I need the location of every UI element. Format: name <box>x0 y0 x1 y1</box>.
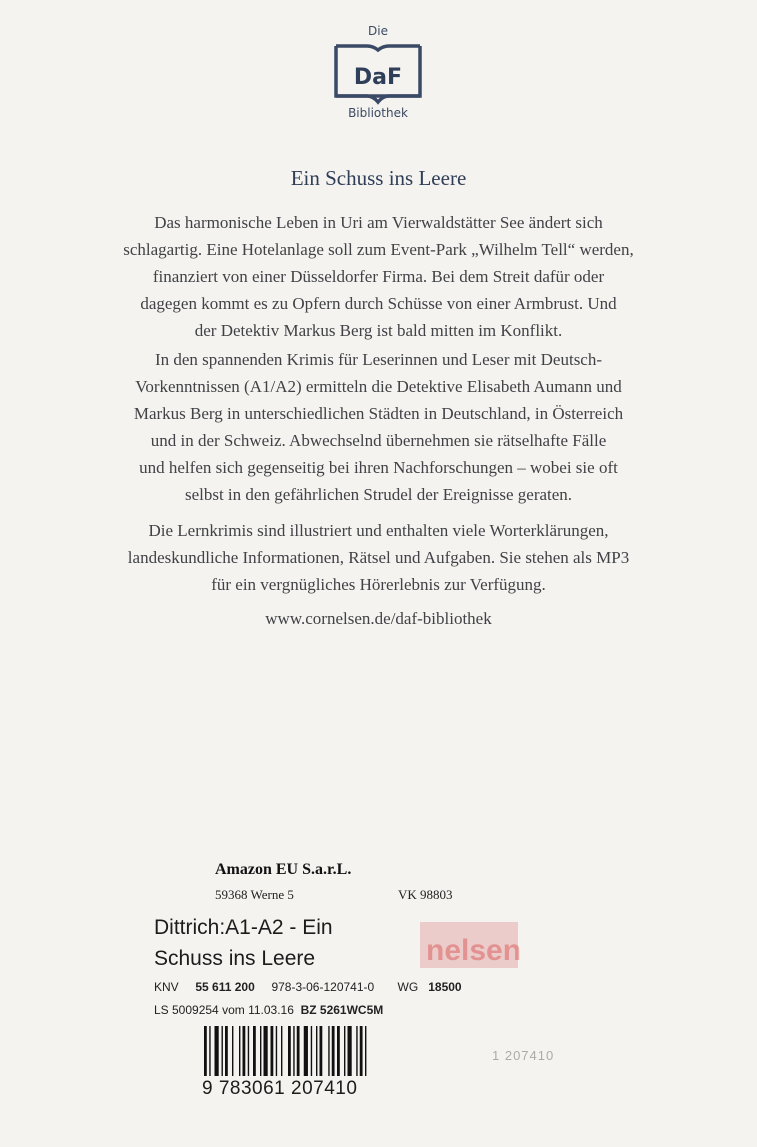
website-url: www.cornelsen.de/daf-bibliothek <box>265 609 492 628</box>
barcode-bar <box>316 1026 317 1076</box>
isbn: 978-3-06-120741-0 <box>271 980 375 994</box>
text-line: Markus Berg in unterschiedlichen Städten in Deutschland, in Österreich <box>133 404 624 423</box>
barcode <box>204 1026 416 1076</box>
text-line: selbst in den gefährlichen Strudel der Ereignisse geraten. <box>184 485 573 504</box>
barcode-bar <box>260 1026 261 1076</box>
text-line: schlagartig. Eine Hotelanlage soll zum Event-Park „Wilhelm Tell“ werden, <box>123 240 634 259</box>
text-line: und in der Schweiz. Abwechselnd übernehmen sie rätselhafte Fälle <box>150 431 607 450</box>
barcode-bar <box>337 1026 340 1076</box>
barcode-bar <box>360 1026 363 1076</box>
text-line: für ein vergnügliches Hörerlebnis zur Verfügung. <box>211 575 546 594</box>
barcode-bar <box>344 1026 345 1076</box>
text-line: finanziert von einer Düsseldorfer Firma. Bei dem Streit dafür oder <box>152 267 605 286</box>
barcode-bar <box>209 1026 210 1076</box>
barcode-bar <box>288 1026 291 1076</box>
barcode-bar <box>328 1026 329 1076</box>
barcode-bar <box>365 1026 366 1076</box>
product-line: Schuss ins Leere <box>154 947 316 970</box>
barcode-bar <box>204 1026 207 1076</box>
daf-bibliothek-logo <box>329 24 427 124</box>
label-address: 59368 Werne 5 <box>215 887 294 902</box>
text-line: Vorkenntnissen (A1/A2) ermitteln die Detektive Elisabeth Aumann und <box>135 377 622 396</box>
text-line: und helfen sich gegenseitig bei ihren Nachforschungen – wobei sie oft <box>139 458 618 477</box>
ls-text: LS 5009254 vom 11.03.16 <box>154 1003 294 1017</box>
stamp-text: nelsen <box>426 934 522 967</box>
text-line: In den spannenden Krimis für Leserinnen und Leser mit Deutsch- <box>154 350 603 369</box>
barcode-bar <box>320 1026 323 1076</box>
paragraph-2 <box>60 346 697 508</box>
barcode-bar <box>264 1026 268 1076</box>
label-vk: VK 98803 <box>398 887 453 902</box>
barcode-bar <box>281 1026 282 1076</box>
logo-bottom-text: Bibliothek <box>348 106 408 120</box>
wg-number: 18500 <box>428 980 462 994</box>
barcode-bar <box>253 1026 256 1076</box>
product-line: Dittrich:A1-A2 - Ein <box>154 916 333 939</box>
label-ls-row <box>154 1003 383 1017</box>
barcode-bar <box>297 1026 300 1076</box>
barcode-bar <box>271 1026 274 1076</box>
logo-top-text: Die <box>368 24 388 38</box>
barcode-bar <box>243 1026 246 1076</box>
barcode-bar <box>332 1026 335 1076</box>
barcode-bar <box>248 1026 249 1076</box>
knv-number: 55 611 200 <box>195 980 255 994</box>
wg-label: WG <box>397 980 419 994</box>
barcode-bar <box>348 1026 352 1076</box>
paragraph-1 <box>60 209 697 344</box>
barcode-bar <box>239 1026 240 1076</box>
barcode-bar <box>222 1026 223 1076</box>
stamp-number: 1 207410 <box>492 1048 555 1063</box>
barcode-bar <box>276 1026 277 1076</box>
paragraph-3 <box>60 517 697 598</box>
barcode-bar <box>356 1026 357 1076</box>
shipping-label <box>150 856 555 1104</box>
book-title: Ein Schuss ins Leere <box>290 166 467 190</box>
text-line: landeskundliche Informationen, Rätsel und Aufgaben. Sie stehen als MP3 <box>127 548 630 567</box>
text-line: Das harmonische Leben in Uri am Vierwaldstätter See ändert sich <box>154 213 603 232</box>
barcode-bar <box>293 1026 294 1076</box>
barcode-bar <box>232 1026 233 1076</box>
knv-label: KNV <box>154 980 179 994</box>
text-line: dagegen kommt es zu Opfern durch Schüsse von einer Armbrust. Und <box>140 294 617 313</box>
logo-word: DaF <box>353 65 403 90</box>
bz-code: BZ 5261WC5M <box>300 1003 384 1017</box>
barcode-digits: 9 783061 207410 <box>202 1078 358 1099</box>
barcode-bar <box>311 1026 312 1076</box>
label-knv-row <box>154 980 462 994</box>
barcode-bar <box>225 1026 228 1076</box>
label-product <box>154 912 414 974</box>
text-line: Die Lernkrimis sind illustriert und enthalten viele Worterklärungen, <box>148 521 609 540</box>
barcode-bar <box>304 1026 308 1076</box>
label-company: Amazon EU S.a.r.L. <box>215 861 352 878</box>
barcode-bar <box>215 1026 219 1076</box>
text-line: der Detektiv Markus Berg ist bald mitten im Konflikt. <box>194 321 563 340</box>
